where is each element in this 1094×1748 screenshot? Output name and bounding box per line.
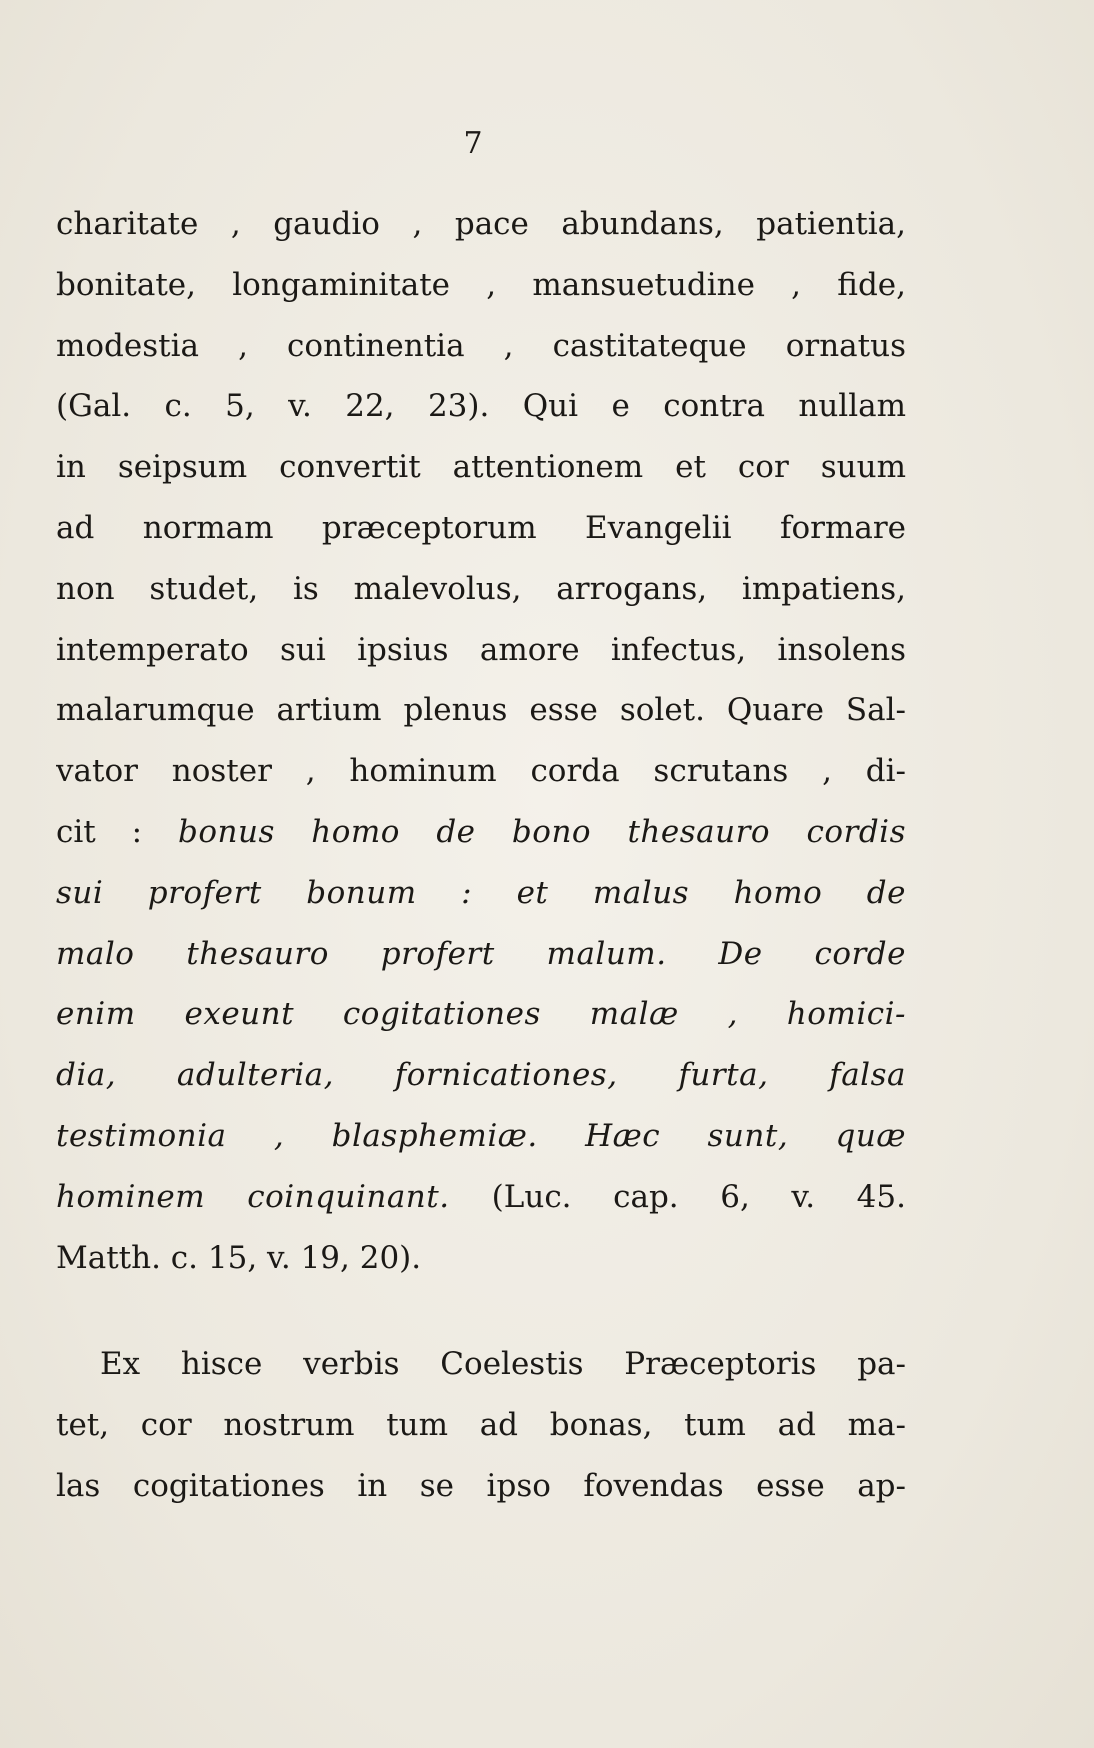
text-line: modestia , continentia , castitateque ornatus bbox=[56, 327, 906, 364]
text-line: hominem coinquinant. (Luc. cap. 6, v. 45. bbox=[56, 1178, 906, 1215]
text-line: vator noster , hominum corda scrutans , di- bbox=[56, 753, 906, 790]
text-line: bonitate, longaminitate , mansuetudine , fide, bbox=[56, 266, 906, 303]
text-line: non studet, is malevolus, arrogans, impatiens, bbox=[56, 570, 906, 607]
text-line: cit : bonus homo de bono thesauro cordis bbox=[56, 813, 906, 850]
text-line: dia, adulteria, fornicationes, furta, falsa bbox=[56, 1057, 906, 1094]
text-line: malo thesauro profert malum. De corde bbox=[56, 935, 906, 972]
text-line: las cogitationes in se ipso fovendas esse ap- bbox=[56, 1467, 906, 1504]
text-line: malarumque artium plenus esse solet. Quare Sal- bbox=[56, 692, 906, 729]
text-line: sui profert bonum : et malus homo de bbox=[56, 874, 906, 911]
text-line: tet, cor nostrum tum ad bonas, tum ad ma- bbox=[56, 1406, 906, 1443]
paragraph-2 bbox=[56, 1334, 906, 1516]
text-line: (Gal. c. 5, v. 22, 23). Qui e contra nullam bbox=[56, 388, 906, 425]
text-line: in seipsum convertit attentionem et cor suum bbox=[56, 449, 906, 486]
text-line: testimonia , blasphemiæ. Hæc sunt, quæ bbox=[56, 1117, 906, 1154]
paragraph-1 bbox=[56, 194, 906, 1288]
text-line: enim exeunt cogitationes malæ , homici- bbox=[56, 996, 906, 1033]
text-line: intemperato sui ipsius amore infectus, insolens bbox=[56, 631, 906, 668]
text-line: Matth. c. 15, v. 19, 20). bbox=[56, 1239, 422, 1276]
text-line: Ex hisce verbis Coelestis Præceptoris pa- bbox=[100, 1346, 906, 1382]
page-number: 7 bbox=[463, 126, 483, 161]
text-line: charitate , gaudio , pace abundans, patientia, bbox=[56, 206, 906, 242]
text-line: ad normam præceptorum Evangelii formare bbox=[56, 509, 906, 546]
